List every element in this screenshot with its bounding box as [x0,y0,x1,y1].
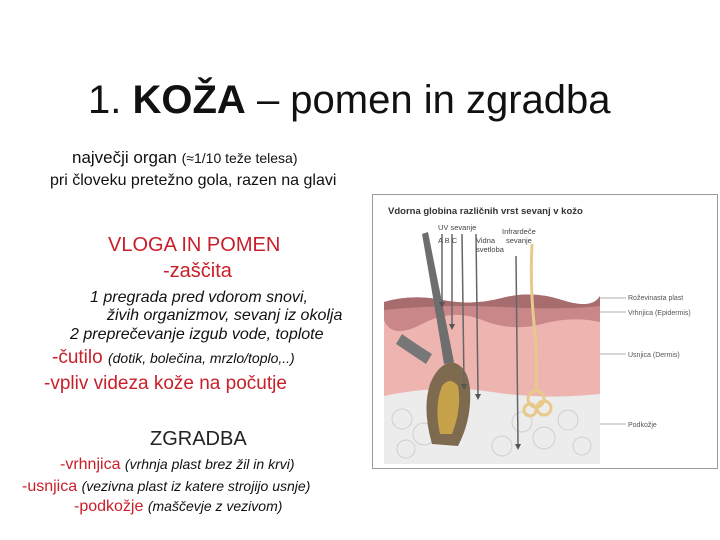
uv-abc-label: A B C [438,236,458,245]
zgradba-row-podkozje [74,498,282,516]
zgradba-note: (maščevje z vezivom) [147,498,283,514]
subcutis-label: Podkožje [628,422,657,429]
zgradba-row-usnjica [22,478,310,496]
infrared-label: Infrardeče [502,227,536,236]
cutilo-term: -čutilo [52,347,103,368]
figure-title: Vdorna globina različnih vrst sevanj v kožo [388,206,583,217]
skin-radiation-figure [372,194,718,469]
zgradba-note: (vrhnja plast brez žil in krvi) [124,456,295,472]
intro-line1 [72,148,298,168]
dermis-label: Usnjica (Dermis) [628,352,680,359]
vloga-sub2: 2 preprečevanje izgub vode, toplote [70,326,324,343]
vloga-sub1b: živih organizmov, sevanj iz okolja [107,307,343,324]
zgradba-row-vrhnjica [60,456,295,474]
title-bold: KOŽA [132,78,246,122]
uv-label: UV sevanje [438,223,477,232]
zgradba-term: -usnjica [22,478,78,495]
page-title [88,78,611,123]
vloga-item-vpliv: -vpliv videza kože na počutje [44,373,287,394]
zgradba-note: (vezivna plast iz katere strojijo usnje) [81,478,311,494]
title-rest: – pomen in zgradba [256,78,611,122]
zgradba-term: -podkožje [74,498,144,515]
cutilo-note: (dotik, bolečina, mrzlo/toplo,..) [107,350,295,366]
vloga-sub1: 1 pregrada pred vdorom snovi, [90,289,308,306]
vloga-item-cutilo [52,347,295,369]
visible-label: Vidna [476,236,496,245]
intro-line1-note: (≈1/10 teže telesa) [181,150,298,166]
intro-line1-main: največji organ [72,148,177,167]
vloga-heading: VLOGA IN POMEN [108,234,281,256]
zgradba-term: -vrhnjica [60,456,121,473]
vloga-item-zascita: -zaščita [163,260,232,282]
epidermis-label: Vrhnjica (Epidermis) [628,310,691,317]
zgradba-heading: ZGRADBA [150,428,247,450]
title-number: 1. [88,78,122,122]
intro-line2: pri človeku pretežno gola, razen na glavi [50,172,337,189]
infrared-label-2: sevanje [506,236,532,245]
visible-label-2: svetloba [476,245,504,254]
horny-layer-label: Roževinasta plast [628,295,684,302]
